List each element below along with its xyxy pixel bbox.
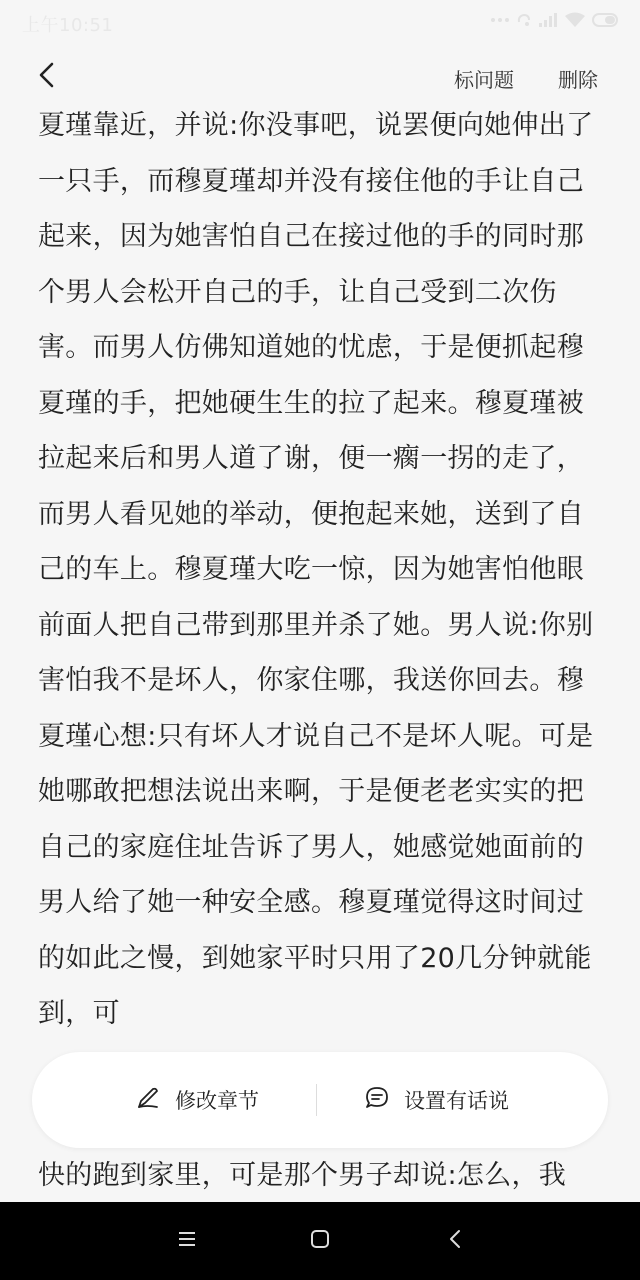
chapter-text: 夏瑾靠近，并说:你没事吧，说罢便向她伸出了一只手，而穆夏瑾却并没有接住他的手让自己起来，因为她害怕自己在接过他的手的同时那个男人会松开自己的手，让自己受到二次伤害。而男人仿佛知道她的忧虑，于是便抓起穆夏瑾的手，把她硬生生的拉了起来。穆夏瑾被拉起来后和男人道了谢，便一瘸一拐的走了，而男人看见她的举动，便抱起来她，送到了自己的车上。穆夏瑾大吃一惊，因为她害怕他眼前面人把自己带到那里并杀了她。男人说:你别害怕我不是坏人，你家住哪，我送你回去。穆夏瑾心想:只有坏人才说自己不是坏人呢。可是她哪敢把想法说出来啊，于是便老老实实的把自己的家庭住址告诉了男人，她感觉她面前的男人给了她一种安全感。穆夏瑾觉得这时间过的如此之慢，到她家平时只用了20几分钟就能到，可 <box>38 110 594 1029</box>
chapter-content[interactable] <box>38 98 598 1078</box>
author-note-label: 设置有话说 <box>404 1089 509 1113</box>
chat-bubble-icon <box>364 1085 390 1116</box>
edit-chapter-label: 修改章节 <box>175 1089 259 1113</box>
chapter-action-bar <box>32 1052 608 1148</box>
pen-edit-icon <box>135 1085 161 1116</box>
signal-icon <box>538 12 558 28</box>
status-icons <box>490 12 622 28</box>
battery-icon <box>592 12 622 28</box>
nav-home-button[interactable] <box>308 1229 332 1253</box>
home-square-icon <box>310 1229 330 1253</box>
nav-menu-button[interactable] <box>175 1229 199 1253</box>
wechat-icon <box>516 12 532 28</box>
nav-back-icon <box>448 1229 462 1253</box>
nav-back-button[interactable] <box>443 1229 467 1253</box>
edit-chapter-button[interactable] <box>135 1052 259 1148</box>
top-bar <box>0 52 640 102</box>
author-note-button[interactable] <box>364 1052 509 1148</box>
chapter-content-tail[interactable] <box>38 1148 598 1202</box>
system-nav-bar <box>0 1202 640 1280</box>
wifi-icon <box>564 12 586 28</box>
status-time: 上午10:51 <box>22 15 114 36</box>
delete-button[interactable]: 删除 <box>558 68 598 92</box>
chevron-left-icon <box>38 62 56 92</box>
more-dots-icon <box>490 17 510 23</box>
back-button[interactable] <box>30 60 64 94</box>
mark-issue-button[interactable]: 标问题 <box>454 68 514 92</box>
pill-divider <box>316 1084 317 1116</box>
chapter-text-tail: 快的跑到家里，可是那个男子却说:怎么，我 <box>38 1160 567 1191</box>
status-bar <box>0 0 640 46</box>
menu-icon <box>178 1231 196 1251</box>
